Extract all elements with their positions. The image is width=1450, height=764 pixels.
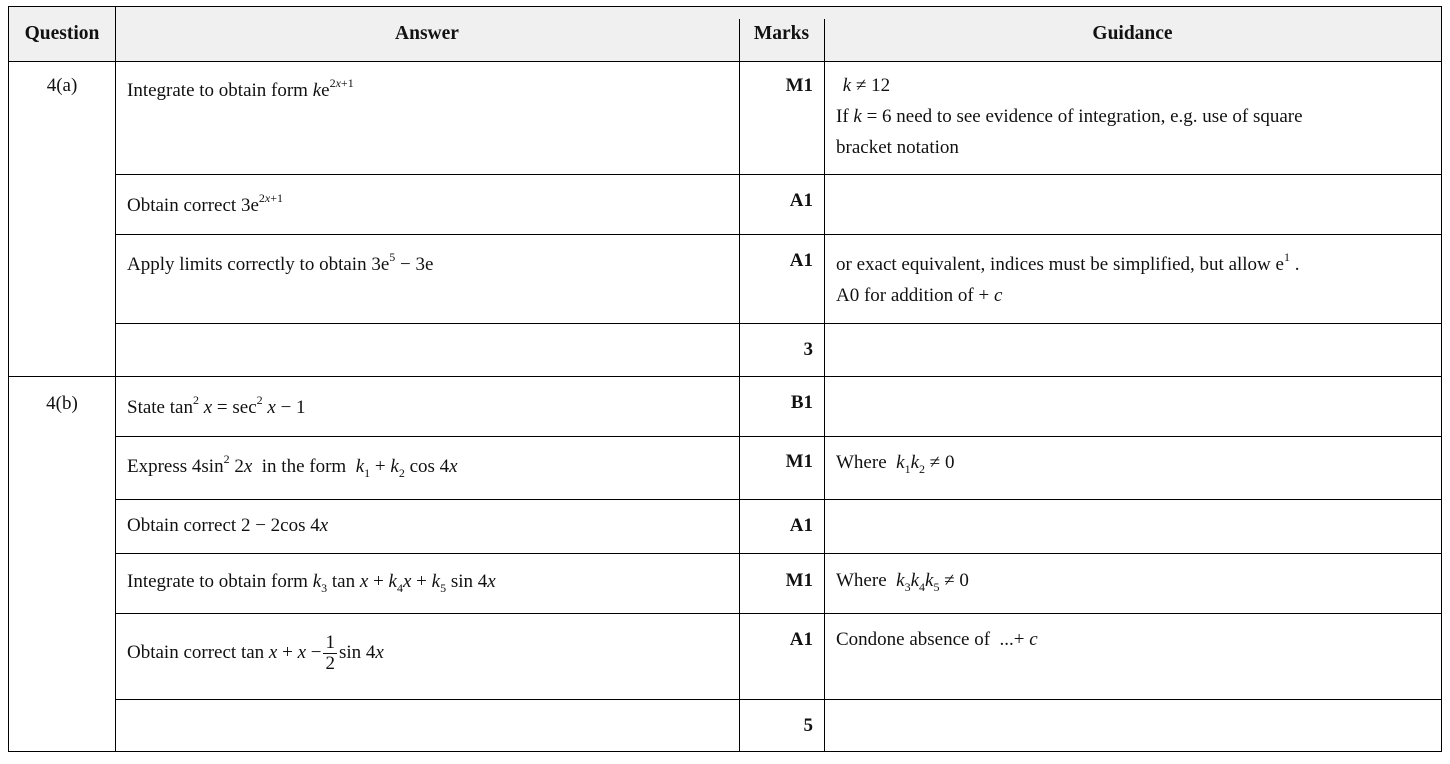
mark-code: M1 bbox=[785, 75, 813, 96]
header-marks: Marks bbox=[753, 23, 810, 44]
row-divider bbox=[115, 174, 1441, 175]
question-number: 4(b) bbox=[46, 393, 78, 414]
guidance-text: Where $k_1k_2 \ne 0$ bbox=[836, 452, 955, 476]
row-divider bbox=[9, 61, 1441, 62]
mark-code: A1 bbox=[789, 250, 813, 271]
question-number: 4(a) bbox=[46, 75, 78, 96]
row-divider bbox=[115, 553, 1441, 554]
answer-text: Integrate to obtain form $k_3$ $\tan x + k_4x + k_5$ sin 4x bbox=[127, 571, 496, 595]
row-divider bbox=[115, 436, 1441, 437]
header-question: Question bbox=[24, 23, 100, 44]
answer-text: Obtain correct $3e^{2x+1}$ bbox=[127, 191, 283, 216]
answer-text: Obtain correct 2 − 2cos 4x bbox=[127, 515, 329, 536]
mark-code: A1 bbox=[789, 190, 813, 211]
row-divider bbox=[115, 234, 1441, 235]
column-divider bbox=[824, 19, 825, 751]
answer-text: State $\tan^2 x = \sec^2 x - 1$ bbox=[127, 393, 306, 418]
row-divider bbox=[115, 499, 1441, 500]
row-divider bbox=[9, 376, 1441, 377]
answer-text: Integrate to obtain form $ke^{2x+1}$ bbox=[127, 76, 354, 101]
guidance-text: Where $k_3k_4k_5 \ne 0$ bbox=[836, 570, 969, 594]
mark-code: M1 bbox=[785, 570, 813, 591]
guidance-text: k ≠ 12 bbox=[842, 75, 891, 96]
header-answer: Answer bbox=[395, 23, 459, 44]
column-divider bbox=[115, 7, 116, 751]
column-divider bbox=[739, 19, 740, 751]
mark-code: B1 bbox=[790, 392, 813, 413]
guidance-text: A0 for addition of + c bbox=[836, 285, 1003, 306]
row-divider bbox=[115, 699, 1441, 700]
answer-text: Apply limits correctly to obtain $3e^5 - 3e$ bbox=[127, 250, 434, 275]
total-marks: 3 bbox=[803, 339, 813, 360]
mark-scheme-table bbox=[8, 6, 1442, 752]
mark-code: A1 bbox=[789, 629, 813, 650]
total-marks: 5 bbox=[803, 715, 813, 736]
mark-code: A1 bbox=[789, 515, 813, 536]
guidance-text: If k = 6 need to see evidence of integration, e.g. use of square bbox=[836, 106, 1303, 127]
row-divider bbox=[115, 613, 1441, 614]
row-divider bbox=[115, 323, 1441, 324]
header-guidance: Guidance bbox=[1092, 23, 1173, 44]
fraction-one-half: $\frac{1}{2}$ bbox=[325, 632, 335, 675]
answer-text: Obtain correct tan x + x − $\frac{1}{2}$ sin 4x bbox=[127, 632, 384, 675]
mark-code: M1 bbox=[785, 451, 813, 472]
guidance-text: Condone absence of ...+ c bbox=[836, 629, 1038, 650]
answer-text: Express $4\sin^2$ 2x in the form $k_1 + k_2$ cos 4x bbox=[127, 452, 458, 480]
guidance-text: or exact equivalent, indices must be simplified, but allow $e^1$ . bbox=[836, 250, 1300, 275]
guidance-text: bracket notation bbox=[836, 137, 959, 158]
